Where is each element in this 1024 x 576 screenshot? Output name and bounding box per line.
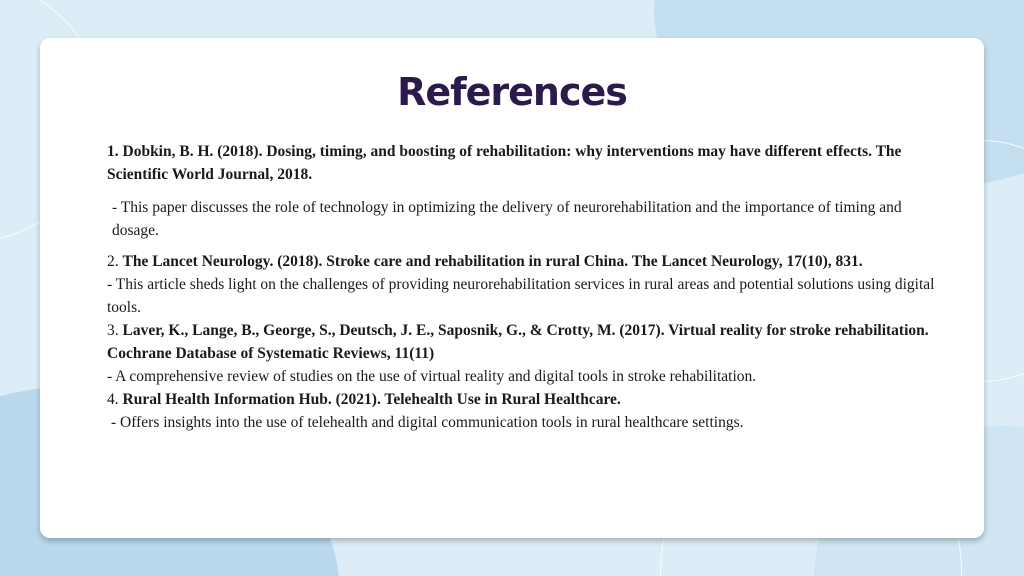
reference-citation bbox=[107, 250, 947, 273]
reference-number: 3. bbox=[107, 322, 119, 339]
reference-citation-text: Laver, K., Lange, B., George, S., Deutsch, J. E., Saposnik, G., & Crotty, M. (2017). Virtual reality for stroke rehabilitation. Cochrane Database of Systematic Reviews, 11(11) bbox=[107, 322, 929, 362]
reference-number: 2. bbox=[107, 253, 119, 270]
reference-note: - A comprehensive review of studies on the use of virtual reality and digital tools in stroke rehabilitation. bbox=[107, 368, 757, 385]
reference-number: 1. bbox=[107, 143, 119, 160]
reference-number: 4. bbox=[107, 391, 119, 408]
reference-note: - This article sheds light on the challenges of providing neurorehabilitation services in rural areas and potential solutions using digital tools. bbox=[107, 276, 935, 316]
references-list bbox=[107, 140, 947, 434]
reference-note: - This paper discusses the role of technology in optimizing the delivery of neurorehabilitation and the importance of timing and dosage. bbox=[112, 199, 902, 239]
reference-citation-text: Dobkin, B. H. (2018). Dosing, timing, and boosting of rehabilitation: why interventions may have different effects. The Scientific World Journal, 2018. bbox=[107, 143, 902, 183]
page-title: References bbox=[397, 70, 627, 114]
content-card bbox=[40, 38, 984, 538]
reference-citation bbox=[107, 140, 947, 186]
reference-citation-text: Rural Health Information Hub. (2021). Telehealth Use in Rural Healthcare. bbox=[122, 391, 621, 408]
reference-citation-text: The Lancet Neurology. (2018). Stroke care and rehabilitation in rural China. The Lancet Neurology, 17(10), 831. bbox=[122, 253, 863, 270]
reference-citation bbox=[107, 388, 947, 411]
reference-note: - Offers insights into the use of telehealth and digital communication tools in rural healthcare settings. bbox=[111, 414, 744, 431]
reference-citation bbox=[107, 319, 947, 365]
